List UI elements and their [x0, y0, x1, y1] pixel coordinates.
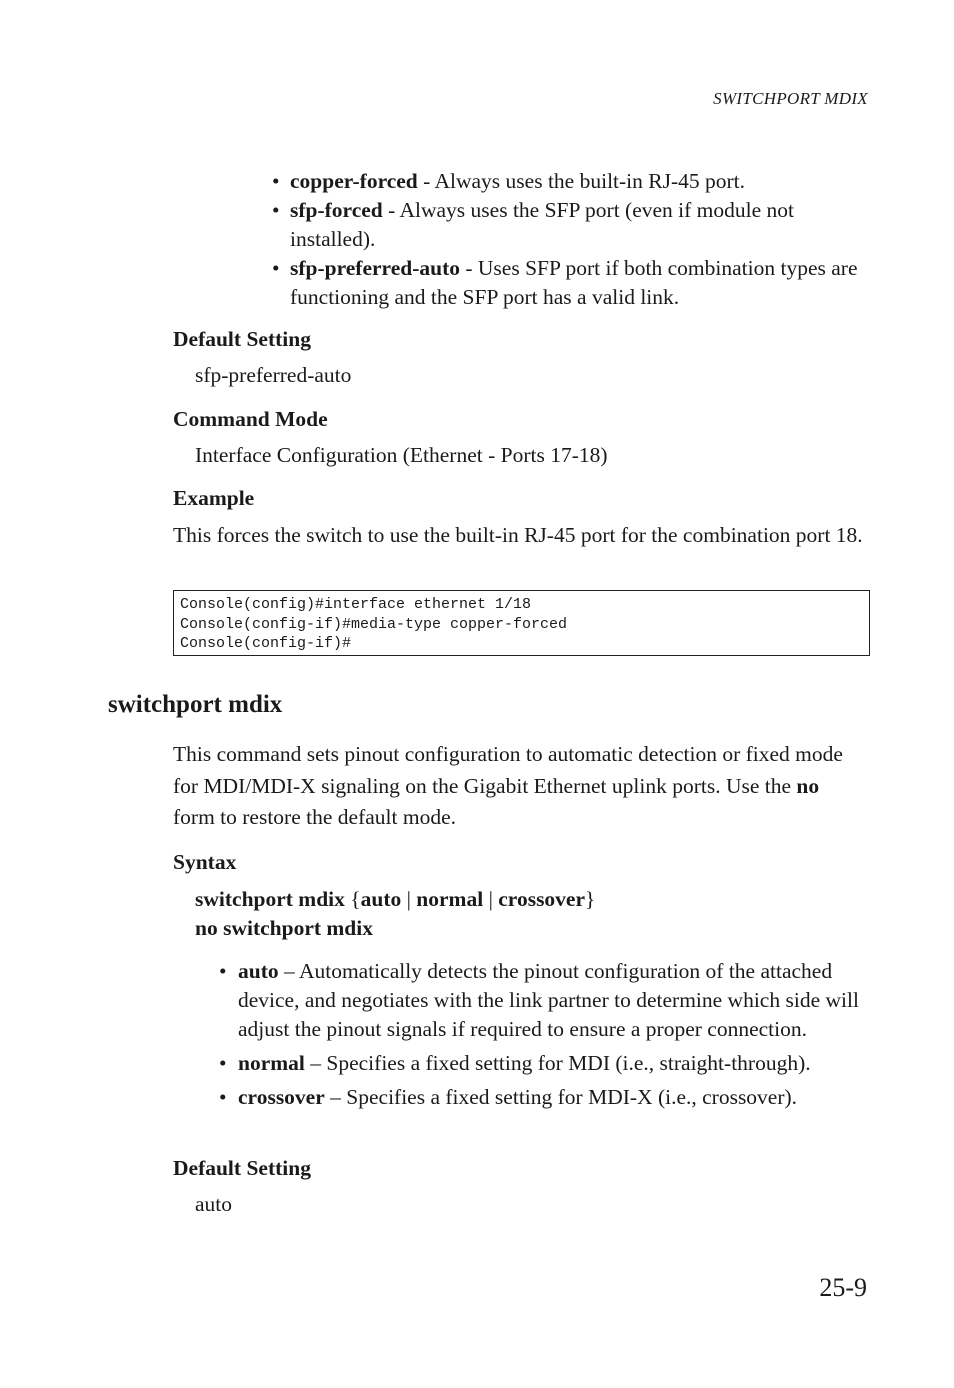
bullet: • [219, 1051, 227, 1075]
intro-keyword: no [796, 773, 820, 798]
syntax-brace: } [585, 887, 596, 911]
example-heading: Example [173, 486, 255, 510]
intro-text: form to restore the default mode. [173, 805, 456, 829]
syntax-line [195, 885, 595, 914]
default-setting-value: sfp-preferred-auto [195, 363, 352, 387]
option-term: copper-forced [290, 169, 418, 193]
syntax-command: switchport mdix [195, 887, 345, 911]
default-setting-heading: Default Setting [173, 1156, 311, 1180]
option-term: crossover [238, 1085, 325, 1109]
option-term: sfp-preferred-auto [290, 256, 460, 280]
list-item [219, 1049, 869, 1078]
option-desc: - Always uses the built-in RJ-45 port. [417, 169, 746, 193]
default-setting-value: auto [195, 1192, 233, 1216]
syntax-option: auto [360, 887, 402, 911]
option-desc: - Uses SFP port if both combination types are functioning and the SFP port has a valid link. [290, 256, 858, 309]
default-setting-heading: Default Setting [173, 327, 311, 351]
running-header: SWITCHPORT MDIX [713, 89, 868, 108]
syntax-separator: | [401, 887, 417, 911]
code-example [173, 590, 870, 656]
syntax-option: crossover [498, 887, 586, 911]
intro-text: This command sets pinout configuration to automatic detection or fixed mode for MDI/MDI-X signaling on the Gigabit Ethernet uplink ports. Use the [173, 742, 843, 798]
option-desc: – Specifies a fixed setting for MDI (i.e., straight-through). [304, 1051, 811, 1075]
syntax-separator: | [483, 887, 499, 911]
bullet: • [272, 198, 280, 222]
section-title: switchport mdix [108, 691, 283, 718]
page-number: 25-9 [819, 1273, 867, 1302]
list-item [272, 167, 872, 196]
syntax-brace: { [344, 887, 361, 911]
bullet: • [272, 169, 280, 193]
syntax-no-form: no switchport mdix [195, 916, 373, 940]
media-type-options-list [272, 167, 872, 312]
mdix-options-list [219, 957, 869, 1112]
list-item [272, 254, 872, 312]
list-item [272, 196, 872, 254]
syntax-block [195, 885, 595, 943]
example-text: This forces the switch to use the built-in RJ-45 port for the combination port 18. [173, 523, 863, 547]
command-mode-value: Interface Configuration (Ethernet - Ports 17-18) [195, 443, 608, 467]
bullet: • [219, 959, 227, 983]
section-intro [173, 739, 863, 834]
option-term: auto [238, 959, 279, 983]
bullet: • [219, 1085, 227, 1109]
list-item [219, 957, 869, 1044]
option-desc: – Specifies a fixed setting for MDI-X (i.e., crossover). [324, 1085, 798, 1109]
syntax-option: normal [416, 887, 484, 911]
code-line: Console(config-if)# [180, 635, 352, 652]
option-term: normal [238, 1051, 305, 1075]
option-desc: – Automatically detects the pinout configuration of the attached device, and negotiates with the link partner to determine which side will adjust the pinout signals if required to ensure a proper connection. [238, 959, 859, 1041]
bullet: • [272, 256, 280, 280]
list-item [219, 1083, 869, 1112]
code-line: Console(config)#interface ethernet 1/18 [180, 596, 532, 613]
code-line: Console(config-if)#media-type copper-forced [180, 615, 568, 633]
syntax-heading: Syntax [173, 850, 237, 874]
option-desc: - Always uses the SFP port (even if module not installed). [290, 198, 795, 251]
option-term: sfp-forced [290, 198, 383, 222]
command-mode-heading: Command Mode [173, 407, 328, 431]
